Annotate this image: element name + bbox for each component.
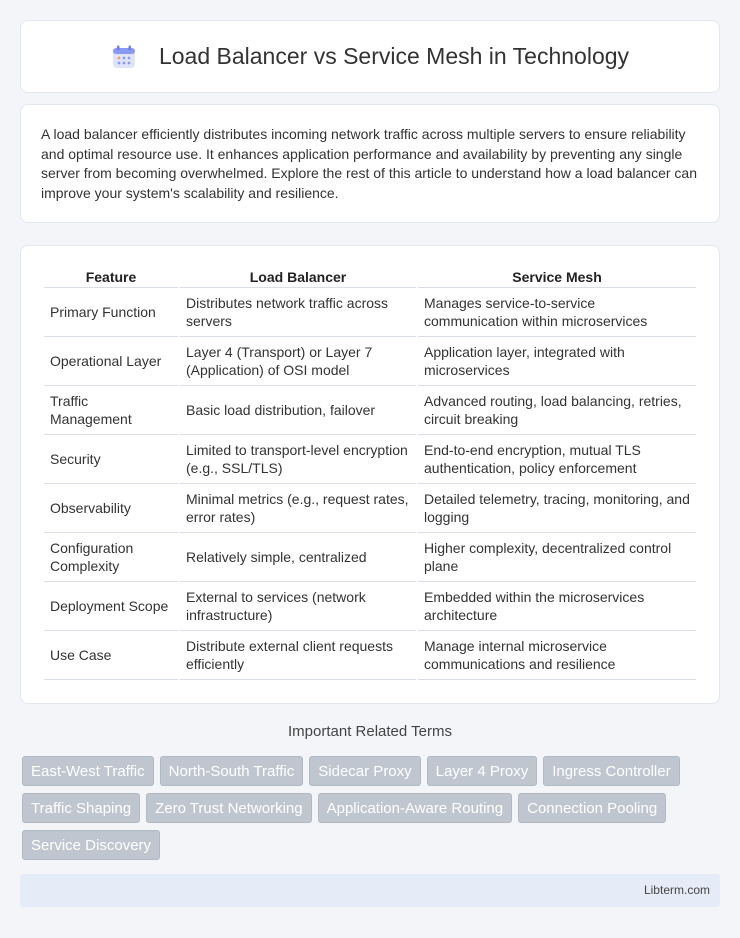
related-term-tag[interactable]: Ingress Controller (543, 756, 679, 786)
load-balancer-cell: Minimal metrics (e.g., request rates, error rates) (180, 484, 416, 533)
page-title: Load Balancer vs Service Mesh in Technology (158, 43, 630, 69)
load-balancer-cell: Basic load distribution, failover (180, 386, 416, 435)
related-term-tag[interactable]: Traffic Shaping (22, 793, 140, 823)
related-term-tag[interactable]: Layer 4 Proxy (427, 756, 538, 786)
service-mesh-cell: End-to-end encryption, mutual TLS authentication, policy enforcement (418, 435, 696, 484)
related-term-tag[interactable]: Connection Pooling (518, 793, 666, 823)
service-mesh-cell: Embedded within the microservices architecture (418, 582, 696, 631)
load-balancer-cell: Layer 4 (Transport) or Layer 7 (Application) of OSI model (180, 337, 416, 386)
table-row (44, 631, 696, 680)
feature-cell: Security (44, 435, 178, 484)
calendar-icon (111, 44, 137, 70)
column-header-service-mesh: Service Mesh (418, 266, 696, 288)
table-row (44, 484, 696, 533)
feature-cell: Deployment Scope (44, 582, 178, 631)
related-term-tag[interactable]: Sidecar Proxy (309, 756, 420, 786)
feature-cell: Use Case (44, 631, 178, 680)
comparison-table (42, 266, 698, 680)
load-balancer-cell: Relatively simple, centralized (180, 533, 416, 582)
feature-cell: Configuration Complexity (44, 533, 178, 582)
table-row (44, 386, 696, 435)
related-term-tag[interactable]: Application-Aware Routing (318, 793, 513, 823)
table-row (44, 533, 696, 582)
load-balancer-cell: Distribute external client requests efficiently (180, 631, 416, 680)
feature-cell: Traffic Management (44, 386, 178, 435)
service-mesh-cell: Higher complexity, decentralized control plane (418, 533, 696, 582)
header-card (20, 20, 720, 93)
service-mesh-cell: Manage internal microservice communications and resilience (418, 631, 696, 680)
table-row (44, 435, 696, 484)
table-row (44, 582, 696, 631)
footer-site-link[interactable]: Libterm.com (643, 883, 710, 897)
feature-cell: Observability (44, 484, 178, 533)
table-row (44, 337, 696, 386)
related-terms-list (22, 756, 722, 860)
feature-cell: Primary Function (44, 288, 178, 337)
table-row (44, 288, 696, 337)
column-header-load-balancer: Load Balancer (180, 266, 416, 288)
related-term-tag[interactable]: East-West Traffic (22, 756, 154, 786)
related-term-tag[interactable]: North-South Traffic (160, 756, 304, 786)
related-term-tag[interactable]: Zero Trust Networking (146, 793, 312, 823)
feature-cell: Operational Layer (44, 337, 178, 386)
intro-paragraph: A load balancer efficiently distributes incoming network traffic across multiple servers to ensure reliability and optimal resource use. It enhances application performance and availability by preventing any single server from becoming overwhelmed. Explore the rest of this article to understand how a load balancer can improve your system's scalability and resilience. (41, 126, 698, 201)
service-mesh-cell: Advanced routing, load balancing, retries, circuit breaking (418, 386, 696, 435)
intro-card (20, 104, 720, 223)
load-balancer-cell: Limited to transport-level encryption (e.g., SSL/TLS) (180, 435, 416, 484)
comparison-table-card (20, 245, 720, 704)
load-balancer-cell: Distributes network traffic across servers (180, 288, 416, 337)
related-term-tag[interactable]: Service Discovery (22, 830, 160, 860)
service-mesh-cell: Application layer, integrated with microservices (418, 337, 696, 386)
service-mesh-cell: Detailed telemetry, tracing, monitoring, and logging (418, 484, 696, 533)
service-mesh-cell: Manages service-to-service communication within microservices (418, 288, 696, 337)
column-header-feature: Feature (44, 266, 178, 288)
footer (20, 874, 720, 907)
related-terms-title: Important Related Terms (288, 723, 452, 740)
table-header-row (44, 266, 696, 288)
load-balancer-cell: External to services (network infrastructure) (180, 582, 416, 631)
